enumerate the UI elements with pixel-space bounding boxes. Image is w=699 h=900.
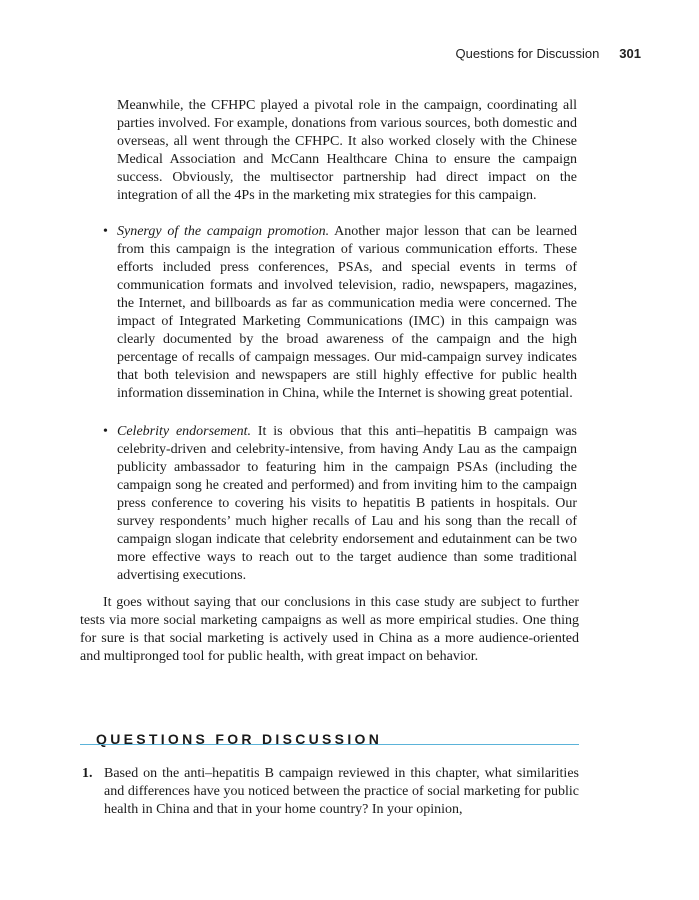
running-header xyxy=(456,46,641,61)
page-number: 301 xyxy=(619,46,641,61)
question-number: 1. xyxy=(82,766,93,781)
bullet-marker: • xyxy=(103,424,108,439)
bullet-title: Synergy of the campaign promotion. xyxy=(117,224,330,239)
bullet-item-celebrity xyxy=(103,423,577,585)
bullet-title: Celebrity endorsement. xyxy=(117,424,251,439)
question-item xyxy=(82,765,579,819)
running-title: Questions for Discussion xyxy=(455,46,600,61)
bullet-item-synergy xyxy=(103,223,577,403)
conclusion-text: It goes without saying that our conclusions in this case study are subject to further tests via more social marketing campaigns as well as more empirical studies. One thing for sure is that social marketing is actively used in China as a more audience-oriented and multipronged tool for public health, with great impact on behavior. xyxy=(80,595,579,664)
continuation-paragraph: Meanwhile, the CFHPC played a pivotal role in the campaign, coordinating all parties involved. For example, donations from various sources, both domestic and overseas, all went through the CFHPC. It also worked closely with the Chinese Medical Association and McCann Healthcare China to ensure the campaign success. Obviously, the multisector partnership had direct impact on the integration of all the 4Ps in the marketing mix strategies for this campaign. xyxy=(117,98,577,203)
section-heading: QUESTIONS FOR DISCUSSION xyxy=(96,731,383,747)
section-rule xyxy=(80,744,579,745)
conclusion-paragraph xyxy=(80,594,579,666)
bullet-text: It is obvious that this anti–hepatitis B campaign was celebrity-driven and celebrity-intensive, from having Andy Lau as the campaign publicity ambassador to featuring him in the campaign PSAs (including the campaign song he created and performed) and from inviting him to the campaign press conference to covering his visits to hepatitis B patients in hospitals. Our survey respondents’ much higher recalls of Lau and his song than the recall of campaign slogan indicate that celebrity endorsement and edutainment can be two more effective ways to reach out to the target audience than some traditional advertising executions. xyxy=(117,424,577,583)
bullet-marker: • xyxy=(103,224,108,239)
bullet-text: Another major lesson that can be learned from this campaign is the integration of various communication efforts. These efforts included press conferences, PSAs, and special events in terms of communication formats and involved television, radio, newspapers, magazines, the Internet, and billboards as far as communication media were concerned. The impact of Integrated Marketing Communications (IMC) in this campaign was clearly documented by the broad awareness of the campaign and the high percentage of recalls of campaign messages. Our mid-campaign survey indicates that both television and newspapers are still highly effective for public health information dissemination in China, while the Internet is showing great potential. xyxy=(117,224,577,401)
question-text: Based on the anti–hepatitis B campaign reviewed in this chapter, what similarities and differences have you noticed between the practice of social marketing for public health in China and that in your home country? In your opinion, xyxy=(104,766,579,817)
